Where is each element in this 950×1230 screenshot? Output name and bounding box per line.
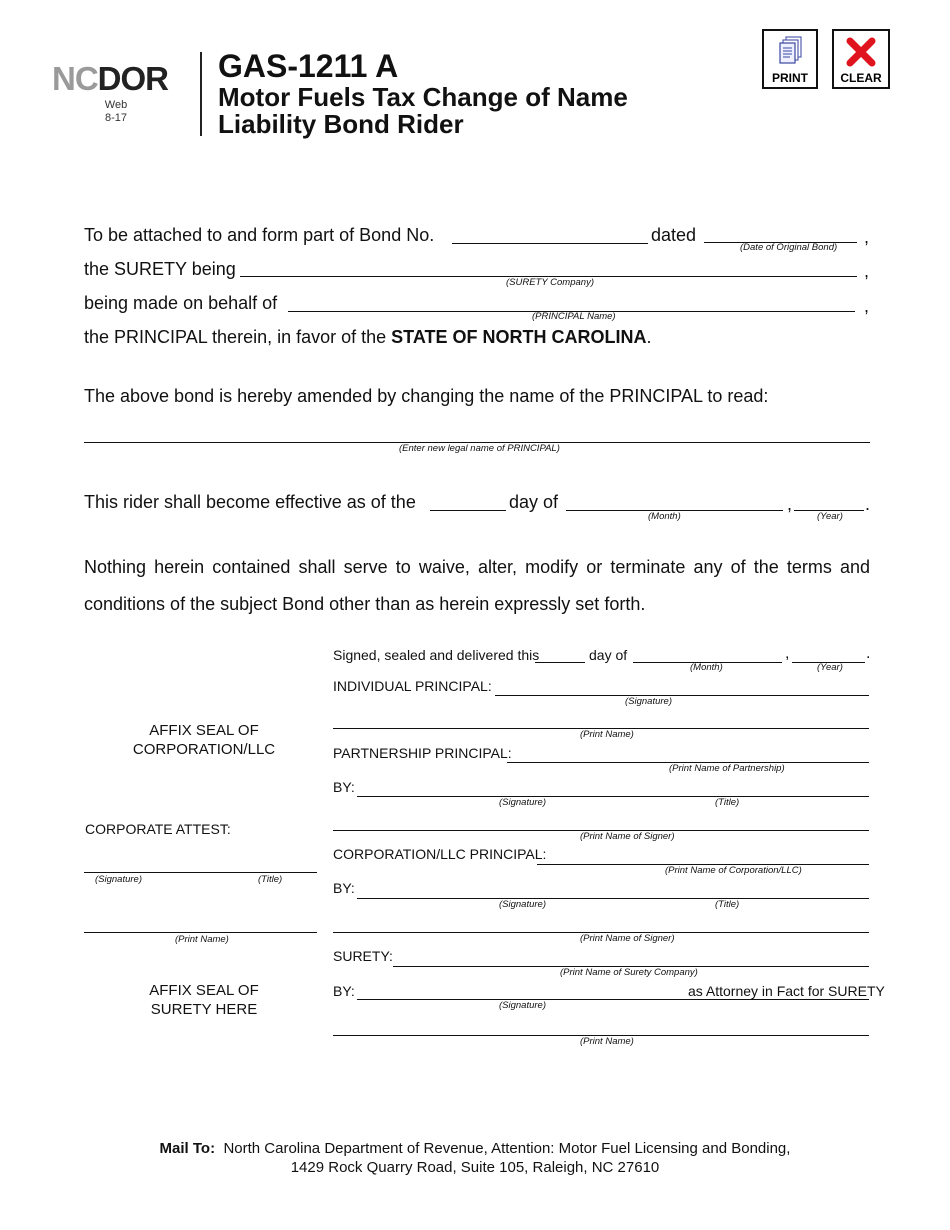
- clear-button-label: CLEAR: [840, 71, 882, 85]
- period: .: [866, 645, 871, 662]
- footer-address-1: North Carolina Department of Revenue, Attention: Motor Fuel Licensing and Bonding,: [223, 1140, 791, 1157]
- surety-print-name-caption: (Print Name): [580, 1036, 634, 1047]
- surety-signature-caption: (Signature): [499, 1000, 546, 1011]
- effective-day-field[interactable]: [430, 510, 506, 511]
- footer-line-1: [0, 1139, 950, 1158]
- title-line-1: Motor Fuels Tax Change of Name: [218, 82, 628, 112]
- logo-dor: DOR: [97, 60, 169, 97]
- partnership-name-caption: (Print Name of Partnership): [669, 763, 785, 774]
- attest-signature-field[interactable]: [84, 872, 317, 873]
- corporation-name-caption: (Print Name of Corporation/LLC): [665, 865, 802, 876]
- surety-by-label: BY:: [333, 983, 355, 999]
- signed-sealed-text: Signed, sealed and delivered this: [333, 647, 540, 663]
- signed-day-field[interactable]: [535, 662, 585, 663]
- document-stack-icon: [764, 35, 816, 69]
- comma: ,: [864, 261, 870, 281]
- effective-text: This rider shall become effective as of the: [84, 492, 416, 512]
- partnership-signature-field[interactable]: [357, 796, 869, 797]
- logo-nc: NC: [52, 60, 98, 97]
- logo-date-text: 8-17: [104, 112, 128, 124]
- attest-title-caption: (Title): [258, 874, 283, 885]
- surety-label: SURETY:: [333, 948, 393, 964]
- seal-surety-line-2: SURETY HERE: [150, 1001, 258, 1018]
- affix-seal-surety: [84, 981, 324, 1019]
- signed-year-caption: (Year): [817, 662, 843, 673]
- header-divider: [200, 52, 202, 136]
- individual-principal-label: INDIVIDUAL PRINCIPAL:: [333, 678, 492, 694]
- bond-date-caption: (Date of Original Bond): [740, 242, 838, 253]
- amend-text: The above bond is hereby amended by changing the name of the PRINCIPAL to read:: [84, 386, 769, 406]
- comma: ,: [787, 494, 793, 514]
- corporation-signer-caption: (Print Name of Signer): [580, 933, 675, 944]
- print-button-label: PRINT: [772, 71, 808, 85]
- surety-being-text: the SURETY being: [84, 259, 236, 279]
- form-number: GAS-1211 A: [218, 48, 399, 84]
- individual-signature-caption: (Signature): [625, 696, 672, 707]
- corporation-by-label: BY:: [333, 880, 355, 896]
- seal-surety-line-1: AFFIX SEAL OF: [149, 982, 259, 999]
- logo-web-text: Web: [104, 99, 128, 111]
- mail-to-footer: [0, 1139, 950, 1177]
- individual-signature-field[interactable]: [495, 695, 869, 696]
- ncdor-logo: [52, 62, 168, 95]
- corporation-signature-field[interactable]: [357, 898, 869, 899]
- attest-signature-caption: (Signature): [95, 874, 142, 885]
- period: .: [646, 327, 652, 347]
- nothing-herein-paragraph: Nothing herein contained shall serve to waive, alter, modify or terminate any of the terms and conditions of the subject Bond other than as herein expressly set forth.: [84, 557, 870, 614]
- attorney-in-fact-text: as Attorney in Fact for SURETY: [688, 983, 885, 999]
- form-title: [218, 84, 628, 138]
- partnership-signer-caption: (Print Name of Signer): [580, 831, 675, 842]
- surety-signature-field[interactable]: [357, 999, 869, 1000]
- corporation-principal-label: CORPORATION/LLC PRINCIPAL:: [333, 846, 547, 862]
- principal-therein-line: [84, 327, 652, 348]
- title-line-2: Liability Bond Rider: [218, 109, 464, 139]
- clear-button[interactable]: [832, 29, 890, 89]
- signed-month-caption: (Month): [690, 662, 723, 673]
- individual-print-name-caption: (Print Name): [580, 729, 634, 740]
- surety-company-caption: (SURETY Company): [506, 277, 594, 288]
- corporation-signature-caption: (Signature): [499, 899, 546, 910]
- mail-to-label: Mail To:: [159, 1140, 216, 1157]
- principal-name-caption: (PRINCIPAL Name): [532, 311, 616, 322]
- partnership-by-label: BY:: [333, 779, 355, 795]
- principal-therein-text: the PRINCIPAL therein, in favor of the: [84, 327, 387, 347]
- logo-version: [96, 99, 136, 125]
- state-name: STATE OF NORTH CAROLINA: [391, 327, 647, 347]
- effective-year-caption: (Year): [817, 511, 843, 522]
- seal-corp-line-1: AFFIX SEAL OF: [149, 722, 259, 739]
- new-principal-caption: (Enter new legal name of PRINCIPAL): [399, 443, 560, 454]
- signed-day-of-text: day of: [589, 647, 628, 663]
- print-button[interactable]: [762, 29, 818, 89]
- dated-text: dated: [651, 225, 697, 245]
- red-x-icon: [834, 35, 888, 69]
- effective-day-of-text: day of: [509, 492, 559, 512]
- attest-print-name-field[interactable]: [84, 932, 317, 933]
- partnership-signature-caption: (Signature): [499, 797, 546, 808]
- comma: ,: [864, 296, 870, 316]
- period: .: [865, 494, 871, 514]
- attest-print-name-caption: (Print Name): [175, 934, 229, 945]
- bond-number-field[interactable]: [452, 243, 648, 244]
- footer-address-2: 1429 Rock Quarry Road, Suite 105, Raleigh, NC 27610: [290, 1159, 660, 1176]
- surety-name-caption: (Print Name of Surety Company): [560, 967, 698, 978]
- attached-text: To be attached to and form part of Bond No.: [84, 225, 435, 245]
- comma: ,: [864, 227, 870, 247]
- seal-corp-line-2: CORPORATION/LLC: [132, 741, 276, 758]
- partnership-title-caption: (Title): [715, 797, 740, 808]
- comma: ,: [785, 645, 790, 662]
- corporate-attest-label: CORPORATE ATTEST:: [85, 821, 231, 837]
- corporation-title-caption: (Title): [715, 899, 740, 910]
- affix-seal-corporation: [84, 721, 324, 759]
- effective-month-caption: (Month): [648, 511, 681, 522]
- partnership-principal-label: PARTNERSHIP PRINCIPAL:: [333, 745, 512, 761]
- behalf-text: being made on behalf of: [84, 293, 278, 313]
